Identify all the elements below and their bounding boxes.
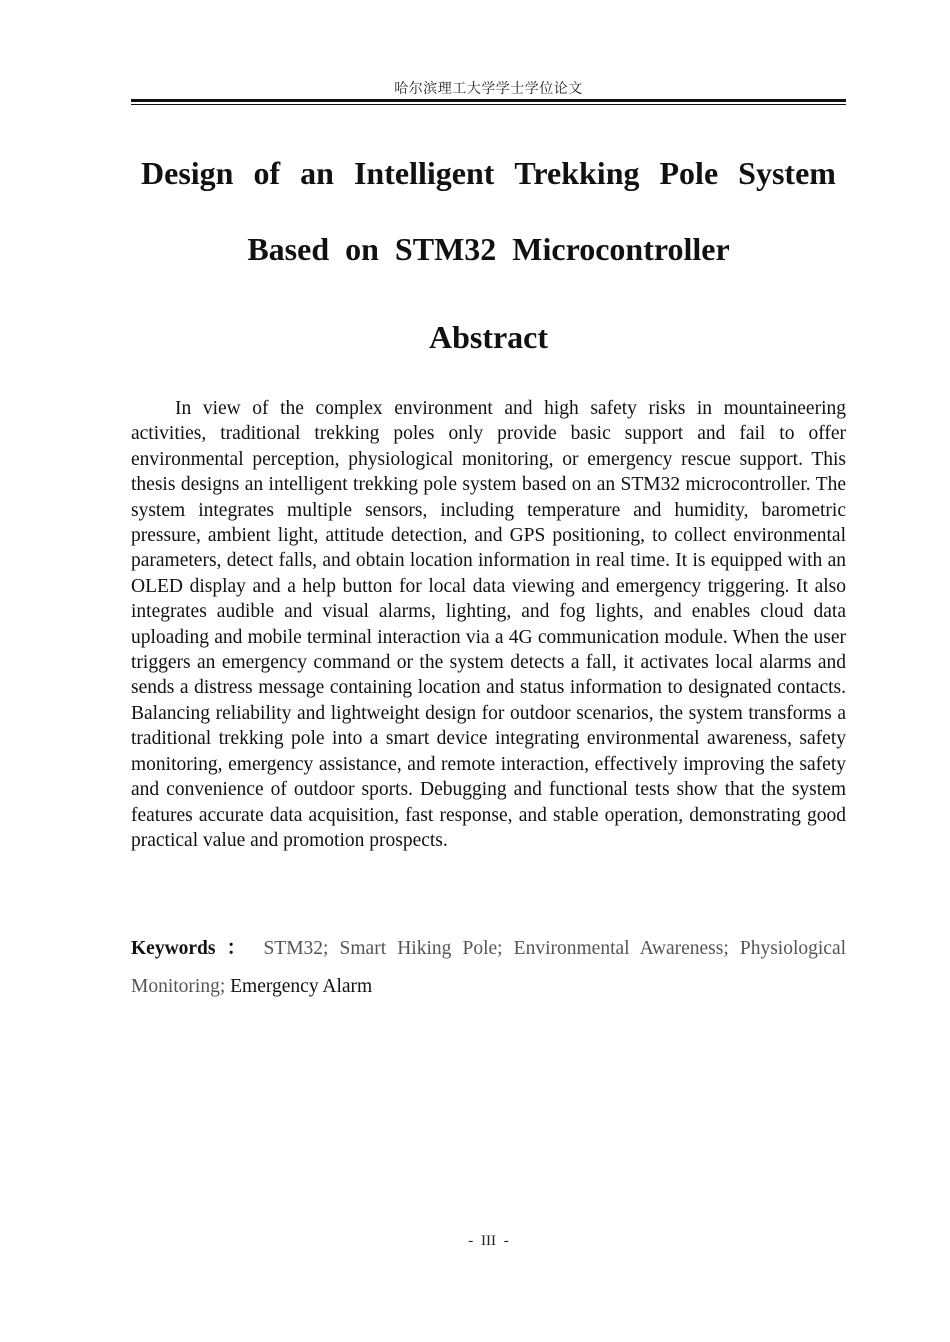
title-word: an [300,155,334,191]
title-word: System [738,155,836,191]
keywords-list: STM32; Smart Hiking Pole; Environmental Awareness; Physiological Monitoring; [131,938,847,997]
title-word: Design [141,155,234,191]
title-word: Pole [659,155,719,191]
title-word: Trekking [514,155,640,191]
title-word: of [253,155,281,191]
keywords-label: Keywords ： [131,938,253,959]
title-word: Intelligent [353,155,495,191]
abstract-body: In view of the complex environment and high safety risks in mountaineering activities, traditional trekking poles only provide basic support and fail to offer environmental perception, physiological monitoring, or emergency rescue support. This thesis designs an intelligent trekking pole system based on an STM32 microcontroller. The system integrates multiple sensors, including temperature and humidity, barometric pressure, ambient light, attitude detection, and GPS positioning, to collect environmental parameters, detect falls, and obtain location information in real time. It is equipped with an OLED display and a help button for local data viewing and emergency triggering. It also integrates audible and visual alarms, lighting, and fog lights, and enables cloud data uploading and mobile terminal interaction via a 4G communication module. When the user triggers an emergency command or the system detects a fall, it activates local alarms and sends a distress message containing location and status information to designated contacts. Balancing reliability and lightweight design for outdoor scenarios, the system transforms a traditional trekking pole into a smart device integrating environmental awareness, safety monitoring, emergency assistance, and remote interaction, effectively improving the safety and convenience of outdoor sports. Debugging and functional tests show that the system features accurate data acquisition, fast response, and stable operation, demonstrating good practical value and promotion prospects. [131,398,846,851]
running-header: 哈尔滨理工大学学士学位论文 [394,81,583,97]
page-number: - III - [468,1233,509,1249]
keywords-last: Emergency Alarm [230,976,373,997]
keywords-section [131,930,846,1006]
paper-title-line-2: Based on STM32 Microcontroller [247,231,730,267]
header-rule-thick [131,99,846,102]
header-rule-thin [131,104,846,105]
abstract-heading: Abstract [428,319,549,355]
paper-title-line-1 [131,154,846,192]
